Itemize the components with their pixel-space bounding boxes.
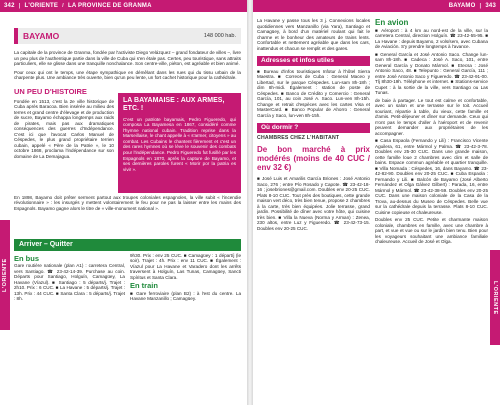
train-heading: En train (130, 281, 158, 290)
right-running-header (253, 0, 500, 12)
history-column: Fondée en 1513, c'est la 2e ville historique de Cuba après Baracoa. Bien insérée au milieu des terres et grand centre d'élevage et de production de sucre, Bayamo échappa longtemps aux raids de pirates, mais pas aux dramatiques conséquences des guerres d'Indépendance. C'est ici que l'avocat Carlos Manuel de Céspedes, le plus grand propriétaire terrien cubain, appelé « Père de la Patrie », le 10 octobre 1868, proclama l'indépendance sur son domaine de La Demajagua. (14, 98, 114, 159)
city-population: 148 000 hab. (203, 33, 236, 39)
bus-continued-column (130, 253, 241, 304)
sidebox-text: C'est un patriote bayamais, Pedro Figueredo, qui composa La Bayamesa en 1867, considéré comme l'hymne national cubain. Tradition reprise dans la Marseillaise, le chant appelle à « s'armer, citoyens » au combat. Les Cubains le chantent fièrement et c'est un des rares hymnes où se lève le souvenir des combats pour l'indépendance. Pedro Figueredo fut fusillé par les Espagnols en 1870, après la capture de Bayamo, et ses dernières paroles furent « Morir por la patria es vivir ». (123, 116, 236, 172)
plane-heading: En avion (375, 18, 409, 27)
left-edge-tab: L'ORIENTE (0, 220, 10, 330)
right-column-1 (257, 18, 370, 247)
price-range-heading: De bon marché à prix modérés (moins de 40 CUC / env 32 €) (257, 145, 370, 172)
history-heading: UN PEU D'HISTOIRE (14, 86, 87, 96)
bus-column (14, 253, 125, 304)
train-continued-text: La Havane y passe tous les 3 j. Connexions locales quotidiennes vers Manzanillo (via Yara), Santiago et Camagüey, à bord d'un matériel roulant qui fait le charme et le bonheur des amateurs de trains lents. Confortable et nettement agréable que dans les cars, inattendus et chacun se remplit et des gares. (257, 18, 370, 51)
bus-heading: En bus (14, 253, 40, 263)
city-title: BAYAMO (23, 31, 60, 41)
extra-text: Doubles env 25 CUC. Petite et charmante maison coloniale, chambres en famille, avec une chambre à part, et vue et vue ou sur le jardin bien tenu. Bien pour les voyageurs souhaitant une ambiance familiale chaleureuse. Accueil de José et Olga. (375, 217, 488, 244)
right-columns (257, 18, 488, 247)
useful-text: ■ General García et José Antonio Saco. Change lun-sam 8h-18h. ■ Cadeca : José A. Saco, 101, entre General García y Donato Mármol. ■ Etecsa : José Antonio Saco, 48. ■ Telepunto : General García, 111 ; entre José Antonio Saco y Figueredo. ☎ 23-42-91-00. Tlj 8h30-19h. Téléphone et internet. ■ Stations-service Cupet : à la sortie de la ville, vers Santiago ou Las Tunas. (375, 51, 488, 95)
city-title-bar (14, 28, 241, 44)
header-separator: | (479, 3, 482, 9)
bus-text: Gare routière nationale (plan A1) : carretera Central, vers Santiago. ☎ 23-42-14-39. Purchase au coin. Départs pour Santiago, Holguín, Camagüey, La Havane (Víazul). ■ Santiago : 5 départs/j. Trajet : 2h10. Prix : 6 CUC. ■ La Havane : 5 départs/j. Trajet : 13h. Prix : 44 CUC. ■ Santa Clara : 5 départs/j. Trajet : 8h. (14, 263, 125, 301)
intro-paragraph: La capitale de la province de Granma, fondée par l'activiste Diego Velázquez – grand fondateur de villes –, livre un peu plus de l'authentique partie dans la ville de Cuba qui s'en étale pas. Certes, peu touristique, sans attraits particuliers, elle se glisse dans une tranquille nonchalance. Son centre-ville, piéton, est agréable et bien animé. (14, 50, 241, 66)
history-full-width (14, 195, 241, 212)
right-page (253, 0, 500, 405)
arrive-section-bar: Arriver – Quitter (14, 239, 241, 251)
right-column-2 (375, 18, 488, 247)
rooms-text: ■ José Luis et Amarilis García Briones : José Antonio Saco, 276 ; entre Pío Rosado y Capote. ☎ 23-42-18-16 ; josebriones@gmail.com. Doubles env 20-25 CUC. Plats 8-10 CUC. Tout près des boutiques, cette grande maison vert déco, très bien tenue, propose 2 chambres à la carte, très bien équipées. Jolie terrasse, grand jardin. Possibilité de dîner avec votre hôte, qui cuisine très bien. ■ Villa la Nueva (Norma y Arman) : Zenea, 230 altos, entre Luz y Figueredo. ☎ 23-42-73-15. Doubles env 20-25 CUC. (257, 176, 370, 231)
homestay-subheading: CHAMBRES CHEZ L'HABITANT (257, 134, 340, 141)
rooms-continued-text: ■ Casa Espaola (Fernando y Lili) : Francisco Vicente Aguilera, 61, entre Mármol y Palma. ☎ 23-42-3-78. Doubles env 25-30 CUC. Dans une grande maison, cette famille loue 2 chambres avec clim et salle de bains. Espace commun agréable et quartier tranquille. ■ Villa Nomada : Céspedes, 16, dans Bayamo. ☎ 23-42-82-90. Doubles env 20-25 CUC. ■ Cuba Espaola : Fernando y Lili. ■ Balcón de Bayamo (José Alberto Fernández et Olga Gálvez Gilbert) : Parada, 16, entre Mármol y Mármol. ☎ 23-42-38-59. Doubles env 20-25 CUC. Dans une maison coloniale de la Casa de la Trova, au-dessus du Museo de Céspedes. Belle vue sur la cathédrale depuis la terrasse. Plats 8-10 CUC. Cuisine copieuse et chaleureuse. (375, 138, 488, 215)
addresses-bar: Adresses et infos utiles (257, 56, 370, 66)
history-paragraph: En 1898, Bayamo doit prêter serment partout aux troupes coloniales espagnoles, la ville subit « l'incendie révolutionnaire » : les insurgés y mettent volontairement le feu pour ne pas la laisser entre les mains des Espagnols. Bayamo gagne alors le titre de « ville-monument national ». (14, 194, 241, 211)
left-page (0, 0, 247, 405)
left-running-header (0, 0, 247, 12)
addresses-text: ■ Bureau d'infos touristiques Infotur à l'hôtel Sierra Maestra. ■ Correos de Cuba : General Maceo y Libertad, sur le parque Céspedes. Lun-sam 8h-18h ; dim 8h-midi. Également : station de poste de Céspedes. ■ Banco de Crédito y Comercio : General García, 101, au coin José A. Saco. Lun-ven 8h-15h. Change et retrait d'espèces avec les cartes Visa et MasterCard. ■ Banco Popular de Ahorro : General García y Saco, lun-ven 8h-15h. (257, 68, 370, 118)
train-text: ■ Gare ferroviaire (plan B2) : à l'est du centre. La Havane Manzanillo ; Camagüey. (130, 290, 241, 301)
right-edge-tab: L'ORIENTE (490, 250, 500, 345)
header-separator: / (62, 3, 64, 9)
right-folio: 343 (485, 3, 496, 9)
intro-paragraph: Pour ceux qui ont le temps, une étape sympathique en démêlant dans les rues qui du tissu urbain de la charpente plus. Une ambiance très ouverte, bien qu'un peu lente, un fort cachet historique pour la cathédrale. (14, 69, 241, 80)
left-folio: 342 (4, 3, 15, 9)
left-section: L'ORIENTE (24, 3, 59, 9)
bus-continued-text: 9h30. Prix : env 25 CUC. ■ Camagüey : 1 départ/j (le soir). Trajet : 4h. Prix : env 11 CUC. ■ Également : Víazul pour La Havane et Varadero dont les arrêts traversent à Holguín, Las Tunas, Camagüey, Sancti Spíritus et Santa Clara. (130, 252, 241, 280)
sidebox-title: LA BAYAMAISE : AUX ARMES, ETC. ! (123, 96, 225, 112)
header-separator: | (18, 3, 21, 9)
bayamaise-sidebox (118, 93, 241, 193)
transport-columns (14, 253, 241, 304)
sleep-bar: Où dormir ? (257, 123, 370, 133)
history-section (14, 96, 241, 236)
plane-text: ■ Aéroport : à 4 km au nord-est de la ville, sur la carretera Central, direction Holguín. ☎ 23-42-55-95. ■ La Havane : depuis Bayamo, 2 vols/sem, avec Cubana de Aviación. S'y prendre longtemps à l'avance. (375, 27, 488, 49)
left-chapter: LA PROVINCE DE GRANMA (67, 3, 152, 9)
homestay-continued-text: de baie à partager. Le tout est calme et confortable, avec un salon et une terrasse sur le toit. Accueil souriant, répartie à table, du vieux, cette famille et d'amis. Petit-déjeuner et dîner sur demande. Ceux qui n'ont pas le temps d'aller à l'aéroport et de revenir peuvent demander aux propriétaires de les accompagner. (375, 97, 488, 136)
city-intro (14, 50, 241, 81)
right-header-city: BAYAMO (448, 3, 476, 9)
